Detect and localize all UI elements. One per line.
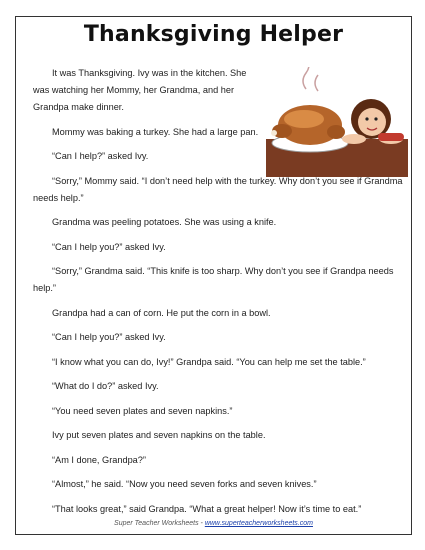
footer-link[interactable]: www.superteacherworksheets.com — [204, 520, 313, 527]
story-paragraph: “What do I do?” asked Ivy. — [52, 381, 159, 391]
page-title: Thanksgiving Helper — [83, 22, 344, 47]
worksheet-page — [15, 16, 412, 535]
story-paragraph: “Sorry,” Grandma said. “This knife is too sharp. Why don’t you see if Grandpa needs help.” — [33, 266, 394, 293]
story-paragraph: “Sorry,” Mommy said. “I don’t need help with the turkey. Why don’t you see if Grandma needs help.” — [33, 175, 403, 203]
story-paragraph: “I know what you can do, Ivy!” Grandpa said. “You can help me set the table.” — [52, 356, 366, 367]
story-text — [33, 65, 405, 525]
story-paragraph: “Am I done, Grandpa?” — [52, 454, 146, 465]
story-paragraph: “Almost,” he said. “Now you need seven forks and seven knives.” — [52, 479, 317, 489]
story-paragraph: Ivy put seven plates and seven napkins on the table. — [52, 430, 266, 440]
story-paragraph: “Can I help you?” asked Ivy. — [52, 332, 166, 342]
story-paragraph: Grandma was peeling potatoes. She was using a knife. — [52, 217, 277, 227]
footer — [16, 520, 411, 527]
story-paragraph: “Can I help?” asked Ivy. — [52, 151, 149, 161]
story-paragraph: “That looks great,” said Grandpa. “What a great helper! Now it’s time to eat.” — [52, 503, 362, 514]
footer-credit: Super Teacher Worksheets - — [114, 520, 205, 527]
story-paragraph: Mommy was baking a turkey. She had a large pan. — [52, 126, 259, 137]
story-paragraph: “Can I help you?” asked Ivy. — [52, 241, 166, 252]
story-paragraph: “You need seven plates and seven napkins.” — [52, 405, 233, 416]
story-paragraph: It was Thanksgiving. Ivy was in the kitchen. She was watching her Mommy, her Grandma, and her Grandpa make dinner. — [33, 68, 247, 112]
story-paragraph: Grandpa had a can of corn. He put the corn in a bowl. — [52, 307, 271, 318]
